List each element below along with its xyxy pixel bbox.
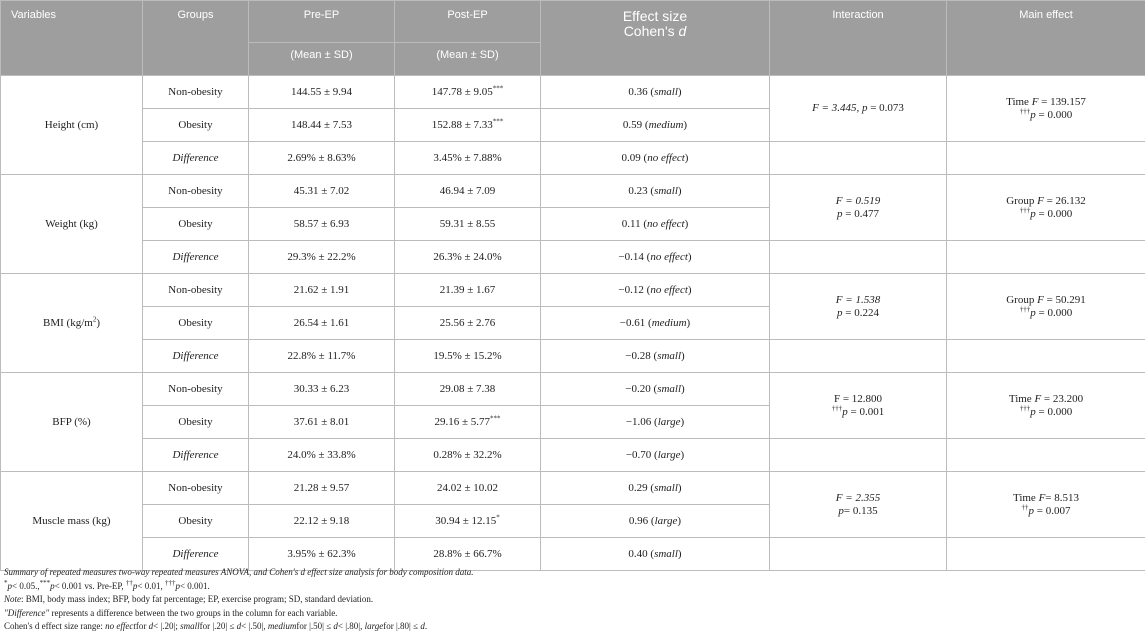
effect-size-cell: −0.12 (no effect) bbox=[541, 274, 770, 307]
empty-cell bbox=[947, 340, 1145, 373]
pre-cell: 22.12 ± 9.18 bbox=[249, 505, 395, 538]
post-cell: 29.08 ± 7.38 bbox=[395, 373, 541, 406]
group-cell: Obesity bbox=[143, 109, 249, 142]
variable-muscle-mass: Muscle mass (kg) bbox=[1, 472, 143, 571]
pre-cell: 30.33 ± 6.23 bbox=[249, 373, 395, 406]
difference-note: "Difference" represents a difference between the two groups in the column for each variable. bbox=[4, 607, 338, 618]
header-effect-size: Effect size Cohen's d bbox=[541, 1, 770, 76]
header-variables: Variables bbox=[1, 1, 143, 76]
table-row bbox=[1, 439, 1145, 472]
effect-size-cell: 0.40 (small) bbox=[541, 538, 770, 571]
empty-cell bbox=[770, 538, 947, 571]
pre-cell: 26.54 ± 1.61 bbox=[249, 307, 395, 340]
effect-size-cell: −0.70 (large) bbox=[541, 439, 770, 472]
table-row bbox=[1, 241, 1145, 274]
post-cell: 19.5% ± 15.2% bbox=[395, 340, 541, 373]
table-row bbox=[1, 175, 1145, 208]
pre-cell: 37.61 ± 8.01 bbox=[249, 406, 395, 439]
effect-size-cell: 0.59 (medium) bbox=[541, 109, 770, 142]
main-effect-cell: Time F= 8.513 ††p = 0.007 bbox=[947, 472, 1145, 538]
pre-cell: 21.28 ± 9.57 bbox=[249, 472, 395, 505]
group-cell: Obesity bbox=[143, 208, 249, 241]
significance-note: *p< 0.05.,***p< 0.001 vs. Pre-EP, ††p< 0.01, †††p< 0.001. bbox=[4, 578, 210, 591]
post-cell: 26.3% ± 24.0% bbox=[395, 241, 541, 274]
post-cell: 29.16 ± 5.77*** bbox=[395, 406, 541, 439]
effect-size-cell: −0.28 (small) bbox=[541, 340, 770, 373]
empty-cell bbox=[770, 142, 947, 175]
variable-bmi: BMI $(kg/m^2)$ bbox=[1, 274, 143, 373]
table-row bbox=[1, 76, 1145, 109]
group-cell: Difference bbox=[143, 241, 249, 274]
effect-size-cell: −0.20 (small) bbox=[541, 373, 770, 406]
group-cell: Difference bbox=[143, 340, 249, 373]
post-cell: 59.31 ± 8.55 bbox=[395, 208, 541, 241]
pre-cell: 22.8% ± 11.7% bbox=[249, 340, 395, 373]
group-cell: Obesity bbox=[143, 307, 249, 340]
table-row bbox=[1, 142, 1145, 175]
pre-cell: 21.62 ± 1.91 bbox=[249, 274, 395, 307]
variable-weight: Weight (kg) bbox=[1, 175, 143, 274]
table-row bbox=[1, 274, 1145, 307]
group-cell: Difference bbox=[143, 439, 249, 472]
interaction-cell: F = 0.519 p = 0.477 bbox=[770, 175, 947, 241]
interaction-cell: F = 2.355 p= 0.135 bbox=[770, 472, 947, 538]
pre-cell: 3.95% ± 62.3% bbox=[249, 538, 395, 571]
post-cell: 152.88 ± 7.33*** bbox=[395, 109, 541, 142]
pre-cell: 148.44 ± 7.53 bbox=[249, 109, 395, 142]
effect-range-note: Cohen's d effect size range: no effectfor d< |.20|; smallfor |.20| ≤ d< |.50|, mediumfor |.50| ≤ d< |.80|, largefor |.80| ≤ d. bbox=[4, 621, 428, 631]
table-row bbox=[1, 472, 1145, 505]
empty-cell bbox=[947, 439, 1145, 472]
header-post-mean-sd: (Mean ± SD) bbox=[395, 43, 541, 76]
empty-cell bbox=[770, 340, 947, 373]
effect-size-cell: 0.29 (small) bbox=[541, 472, 770, 505]
variable-bfp: BFP (%) bbox=[1, 373, 143, 472]
header-interaction: Interaction bbox=[770, 1, 947, 76]
effect-size-cell: 0.09 (no effect) bbox=[541, 142, 770, 175]
effect-size-cell: −0.61 (medium) bbox=[541, 307, 770, 340]
interaction-cell: F = 3.445, p = 0.073 bbox=[770, 76, 947, 142]
group-cell: Obesity bbox=[143, 505, 249, 538]
group-cell: Difference bbox=[143, 142, 249, 175]
post-cell: 25.56 ± 2.76 bbox=[395, 307, 541, 340]
group-cell: Non-obesity bbox=[143, 175, 249, 208]
pre-cell: 2.69% ± 8.63% bbox=[249, 142, 395, 175]
header-post-ep: Post-EP bbox=[395, 1, 541, 43]
empty-cell bbox=[947, 538, 1145, 571]
pre-cell: 29.3% ± 22.2% bbox=[249, 241, 395, 274]
effect-size-cell: 0.23 (small) bbox=[541, 175, 770, 208]
empty-cell bbox=[947, 142, 1145, 175]
table-header bbox=[1, 1, 1145, 76]
group-cell: Obesity bbox=[143, 406, 249, 439]
interaction-cell: F = 12.800 †††p = 0.001 bbox=[770, 373, 947, 439]
table-row bbox=[1, 373, 1145, 406]
post-cell: 28.8% ± 66.7% bbox=[395, 538, 541, 571]
table-footnotes bbox=[4, 566, 473, 634]
empty-cell bbox=[770, 241, 947, 274]
header-pre-ep: Pre-EP bbox=[249, 1, 395, 43]
group-cell: Non-obesity bbox=[143, 472, 249, 505]
effect-size-cell: 0.11 (no effect) bbox=[541, 208, 770, 241]
pre-cell: 58.57 ± 6.93 bbox=[249, 208, 395, 241]
pre-cell: 45.31 ± 7.02 bbox=[249, 175, 395, 208]
post-cell: 46.94 ± 7.09 bbox=[395, 175, 541, 208]
post-cell: 0.28% ± 32.2% bbox=[395, 439, 541, 472]
main-effect-cell: Time F = 23.200 †††p = 0.000 bbox=[947, 373, 1145, 439]
group-cell: Difference bbox=[143, 538, 249, 571]
pre-cell: 24.0% ± 33.8% bbox=[249, 439, 395, 472]
header-main-effect: Main effect bbox=[947, 1, 1145, 76]
post-cell: 30.94 ± 12.15* bbox=[395, 505, 541, 538]
table-row bbox=[1, 340, 1145, 373]
post-cell: 21.39 ± 1.67 bbox=[395, 274, 541, 307]
effect-size-cell: 0.36 (small) bbox=[541, 76, 770, 109]
interaction-cell: F = 1.538 p = 0.224 bbox=[770, 274, 947, 340]
main-effect-cell: Time F = 139.157 †††p = 0.000 bbox=[947, 76, 1145, 142]
group-cell: Non-obesity bbox=[143, 76, 249, 109]
effect-size-cell: 0.96 (large) bbox=[541, 505, 770, 538]
group-cell: Non-obesity bbox=[143, 373, 249, 406]
main-effect-cell: Group F = 50.291 †††p = 0.000 bbox=[947, 274, 1145, 340]
abbreviation-note: Note: BMI, body mass index; BFP, body fat percentage; EP, exercise program; SD, standard deviation. bbox=[4, 594, 374, 604]
empty-cell bbox=[770, 439, 947, 472]
header-groups: Groups bbox=[143, 1, 249, 76]
empty-cell bbox=[947, 241, 1145, 274]
variable-height: Height (cm) bbox=[1, 76, 143, 175]
effect-size-cell: −0.14 (no effect) bbox=[541, 241, 770, 274]
pre-cell: 144.55 ± 9.94 bbox=[249, 76, 395, 109]
group-cell: Non-obesity bbox=[143, 274, 249, 307]
post-cell: 147.78 ± 9.05*** bbox=[395, 76, 541, 109]
main-effect-cell: Group F = 26.132 †††p = 0.000 bbox=[947, 175, 1145, 241]
header-pre-mean-sd: (Mean ± SD) bbox=[249, 43, 395, 76]
post-cell: 24.02 ± 10.02 bbox=[395, 472, 541, 505]
post-cell: 3.45% ± 7.88% bbox=[395, 142, 541, 175]
effect-size-cell: −1.06 (large) bbox=[541, 406, 770, 439]
table-summary-note: Summary of repeated measures two-way repeated measures ANOVA, and Cohen's d effect size analysis for body composition data. bbox=[4, 567, 474, 577]
